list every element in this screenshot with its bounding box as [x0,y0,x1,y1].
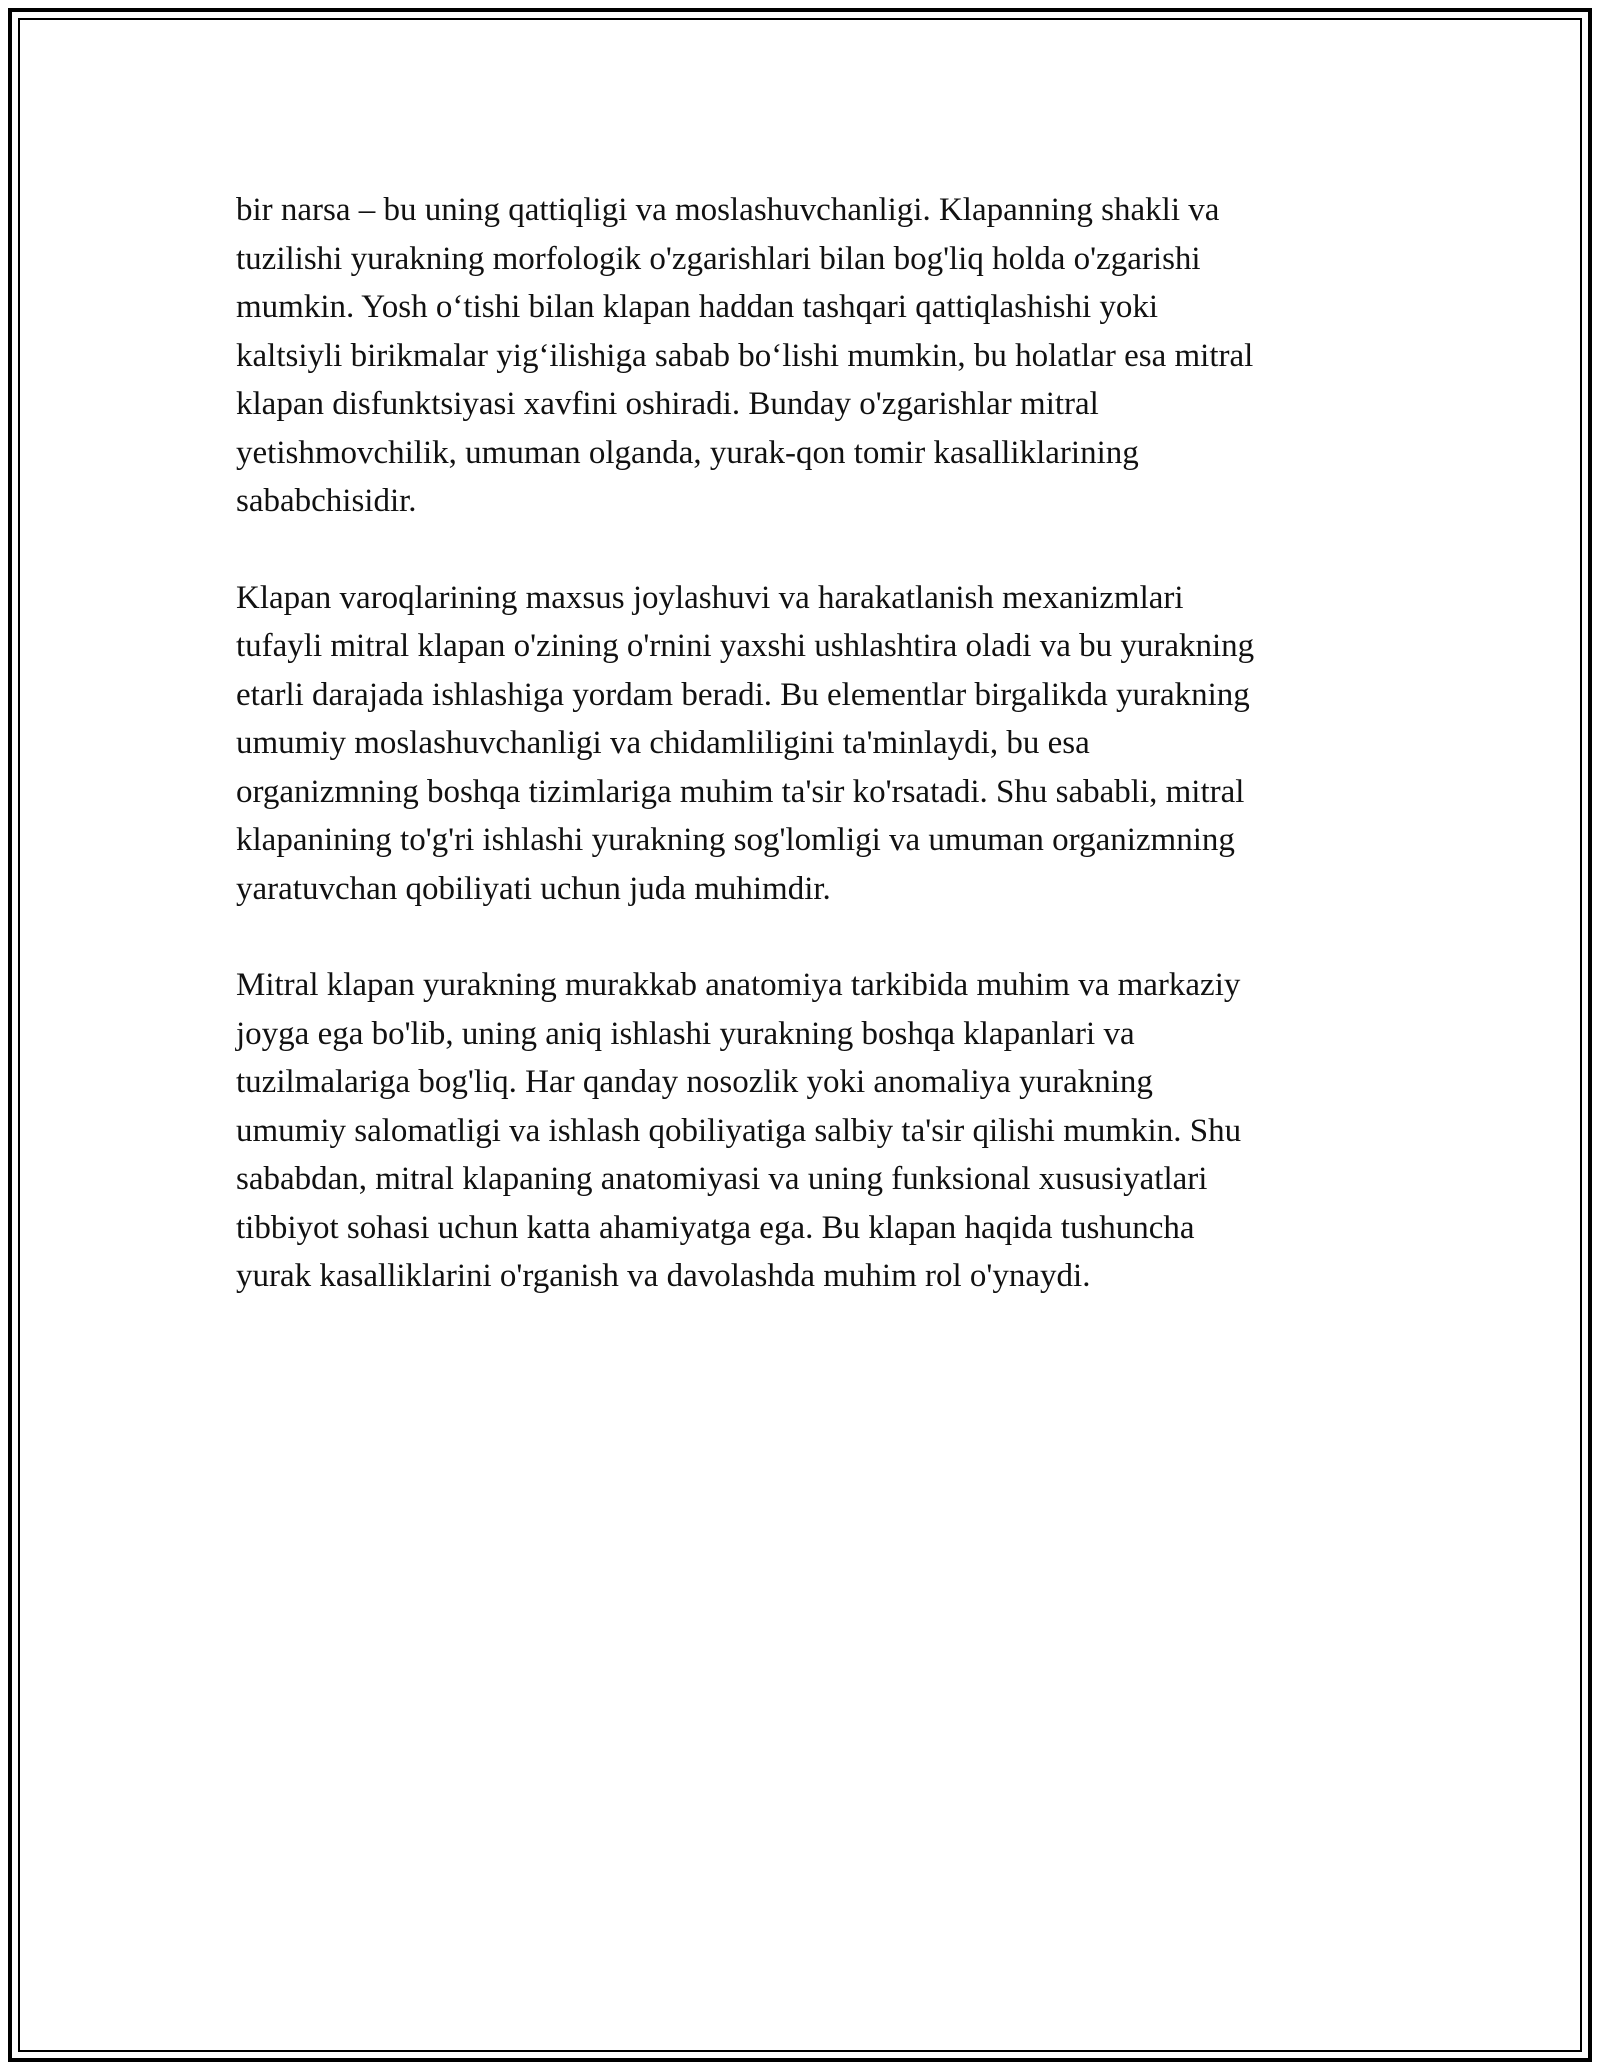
text-line: umumiy moslashuvchanligi va chidamliligini ta'minlaydi, bu esa [236,725,1090,761]
text-line: kaltsiyli birikmalar yig‘ilishiga sabab bo‘lishi mumkin, bu holatlar esa mitral [236,337,1254,374]
text-line: mumkin. Yosh o‘tishi bilan klapan haddan tashqari qattiqlashishi yoki [236,289,1159,325]
text-line: tuzilishi yurakning morfologik o'zgarishlari bilan bog'liq holda o'zgarishi [236,240,1201,277]
text-line: tufayli mitral klapan o'zining o'rnini yaxshi ushlashtira oladi va bu yurakning [236,628,1255,664]
paragraph-1 [236,186,1376,526]
paragraph-2 [236,574,1376,914]
paragraph-3 [236,961,1376,1301]
text-line: sababdan, mitral klapaning anatomiyasi va uning funksional xususiyatlari [236,1161,1208,1197]
text-line: Mitral klapan yurakning murakkab anatomiya tarkibida muhim va markaziy [236,967,1241,1003]
text-line: yurak kasalliklarini o'rganish va davolashda muhim rol o'ynaydi. [236,1258,1091,1294]
text-line: Klapan varoqlarining maxsus joylashuvi va harakatlanish mexanizmlari [236,579,1184,616]
text-line: klapan disfunktsiyasi xavfini oshiradi. Bunday o'zgarishlar mitral [236,386,1099,422]
document-body [236,186,1376,1349]
text-line: bir narsa – bu uning qattiqligi va moslashuvchanligi. Klapanning shakli va [236,192,1220,228]
text-line: joyga ega bo'lib, uning aniq ishlashi yurakning boshqa klapanlari va [236,1015,1135,1052]
text-line: umumiy salomatligi va ishlash qobiliyatiga salbiy ta'sir qilishi mumkin. Shu [236,1112,1242,1149]
text-line: etarli darajada ishlashiga yordam beradi. Bu elementlar birgalikda yurakning [236,676,1250,713]
text-line: klapanining to'g'ri ishlashi yurakning sog'lomligi va umuman organizmning [236,822,1235,858]
text-line: yaratuvchan qobiliyati uchun juda muhimdir. [236,870,831,907]
text-line: organizmning boshqa tizimlariga muhim ta'sir ko'rsatadi. Shu sababli, mitral [236,773,1245,810]
text-line: sababchisidir. [236,483,417,519]
text-line: tuzilmalariga bog'liq. Har qanday nosozlik yoki anomaliya yurakning [236,1064,1153,1100]
text-line: tibbiyot sohasi uchun katta ahamiyatga ega. Bu klapan haqida tushuncha [236,1209,1195,1246]
text-line: yetishmovchilik, umuman olganda, yurak-qon tomir kasalliklarining [236,434,1139,471]
